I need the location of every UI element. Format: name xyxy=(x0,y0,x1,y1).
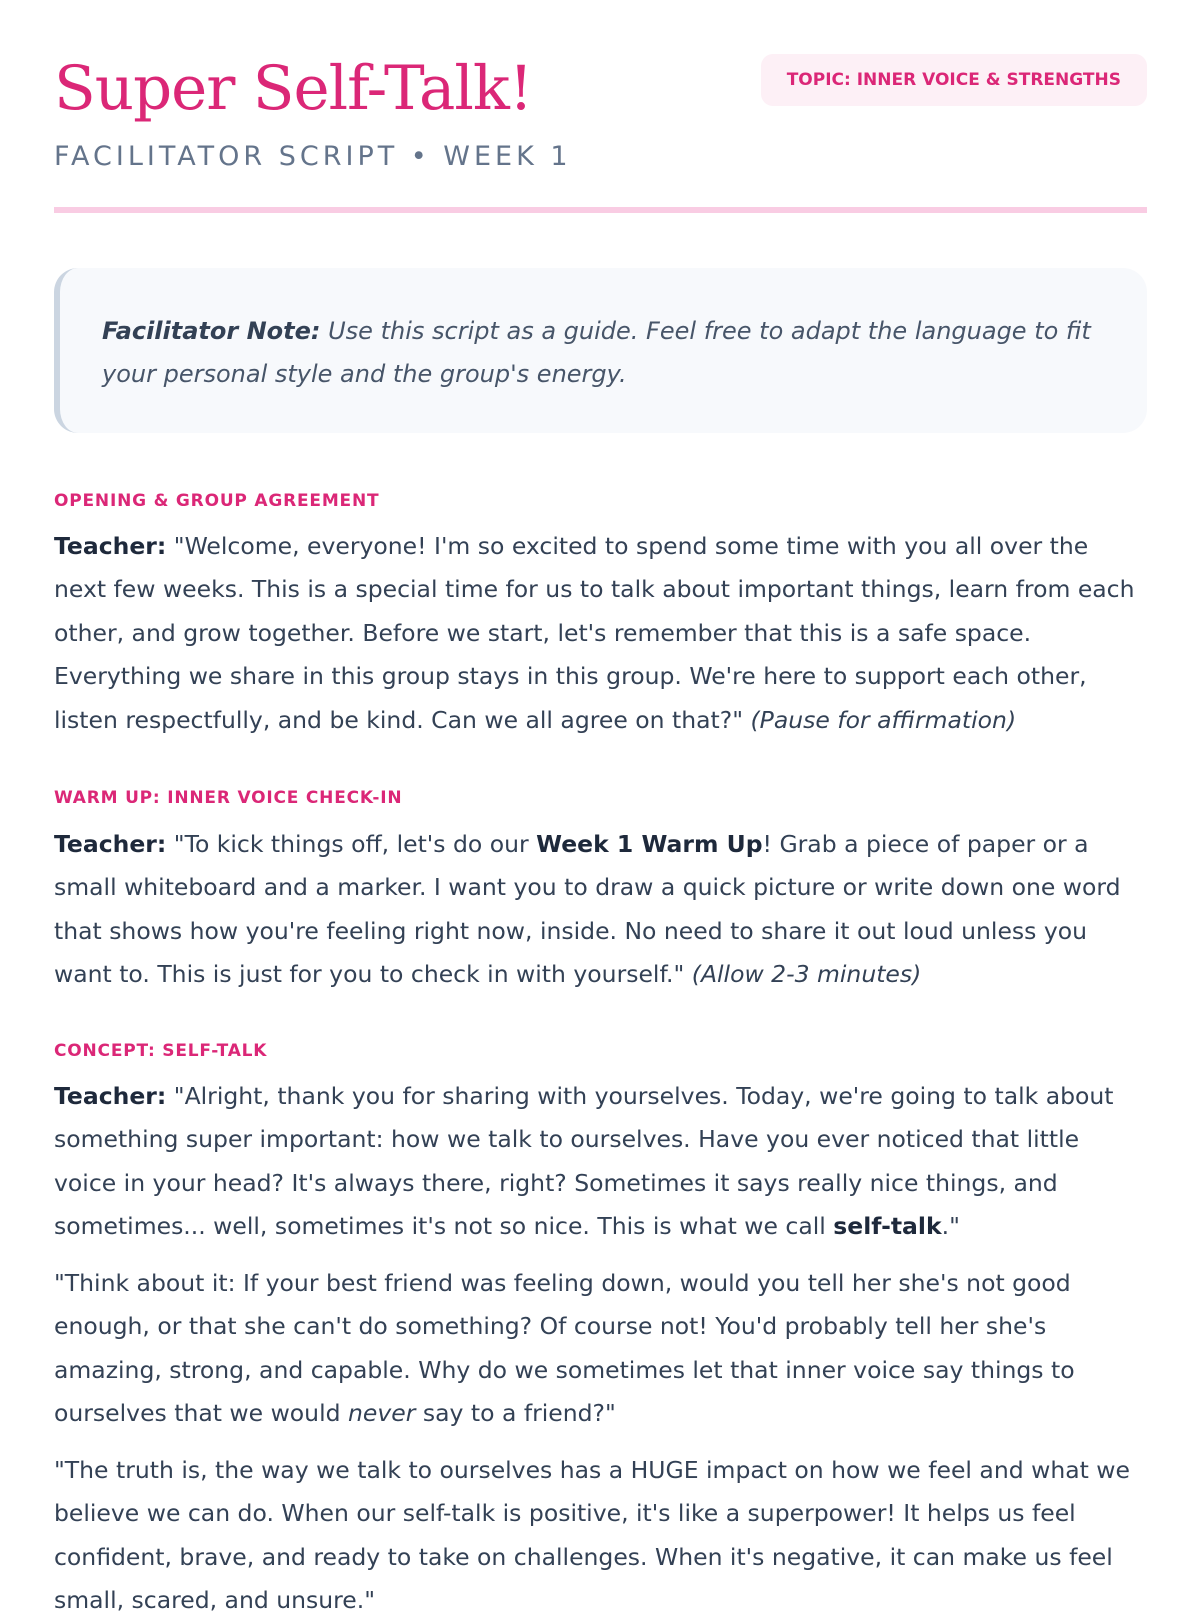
paragraph-text: say to a friend?" xyxy=(415,1399,616,1428)
paragraph-warm-up xyxy=(54,823,1147,997)
emphasis-text: self-talk xyxy=(833,1212,942,1241)
section-heading-opening: OPENING & GROUP AGREEMENT xyxy=(54,491,380,511)
paragraph-concept-2 xyxy=(54,1262,1147,1436)
paragraph-concept-1 xyxy=(54,1075,1147,1249)
speaker-label: Teacher: xyxy=(54,830,167,858)
speaker-label: Teacher: xyxy=(54,1082,167,1110)
paragraph-text: ." xyxy=(941,1212,960,1241)
script-page xyxy=(54,0,1147,1615)
emphasis-text: Week 1 Warm Up xyxy=(536,830,763,858)
section-heading-warm-up: WARM UP: INNER VOICE CHECK-IN xyxy=(54,788,403,808)
paragraph-text: "To kick things off, let's do our xyxy=(166,830,537,858)
facilitator-note-text: Use this script as a guide. Feel free to adapt the language to fit your personal style and the group's energy. xyxy=(102,317,1091,388)
paragraph-concept-3: "The truth is, the way we talk to ourselves has a HUGE impact on how we feel and what we believe we can do. When our self-talk is positive, it's like a superpower! It helps us feel confident, brave, and ready to take on challenges. When it's negative, it can make us feel small, scared, and unsure." xyxy=(54,1456,1130,1615)
page-subtitle: FACILITATOR SCRIPT • WEEK 1 xyxy=(54,141,572,172)
facilitator-note xyxy=(54,268,1147,433)
facilitator-note-label: Facilitator Note: xyxy=(102,317,321,345)
section-heading-concept: CONCEPT: SELF-TALK xyxy=(54,1041,268,1061)
page-header xyxy=(54,0,1147,213)
italic-emphasis: never xyxy=(348,1399,416,1428)
topic-badge: TOPIC: INNER VOICE & STRENGTHS xyxy=(761,54,1147,106)
paragraph-text: ! Grab a piece of paper or a small whiteboard and a marker. I want you to draw a quick picture or write down one word that shows how you're feeling right now, inside. No need to share it out loud unless you want to. This is just for you to check in with yourself." xyxy=(54,830,1121,989)
speaker-label: Teacher: xyxy=(54,532,167,560)
page-title: Super Self-Talk! xyxy=(54,53,533,124)
paragraph-text: "Welcome, everyone! I'm so excited to spend some time with you all over the next few weeks. This is a special time for us to talk about important things, learn from each other, and grow together. Before we start, let's remember that this is a safe space. Everything we share in this group stays in this group. We're here to support each other, listen respectfully, and be kind. Can we all agree on that?" xyxy=(54,532,1135,734)
stage-direction: (Pause for affirmation) xyxy=(750,705,1017,734)
paragraph-text: "Alright, thank you for sharing with yourselves. Today, we're going to talk about something super important: how we talk to ourselves. Have you ever noticed that little voice in your head? It's always there, right? Sometimes it says really nice things, and sometimes... well, sometimes it's not so nice. This is what we call xyxy=(54,1082,1114,1241)
stage-direction: (Allow 2-3 minutes) xyxy=(691,960,922,989)
paragraph-opening xyxy=(54,525,1147,742)
paragraph-text: "Think about it: If your best friend was feeling down, would you tell her she's not good enough, or that she can't do something? Of course not! You'd probably tell her she's amazing, strong, and capable. Why do we sometimes let that inner voice say things to ourselves that we would xyxy=(54,1269,1075,1428)
